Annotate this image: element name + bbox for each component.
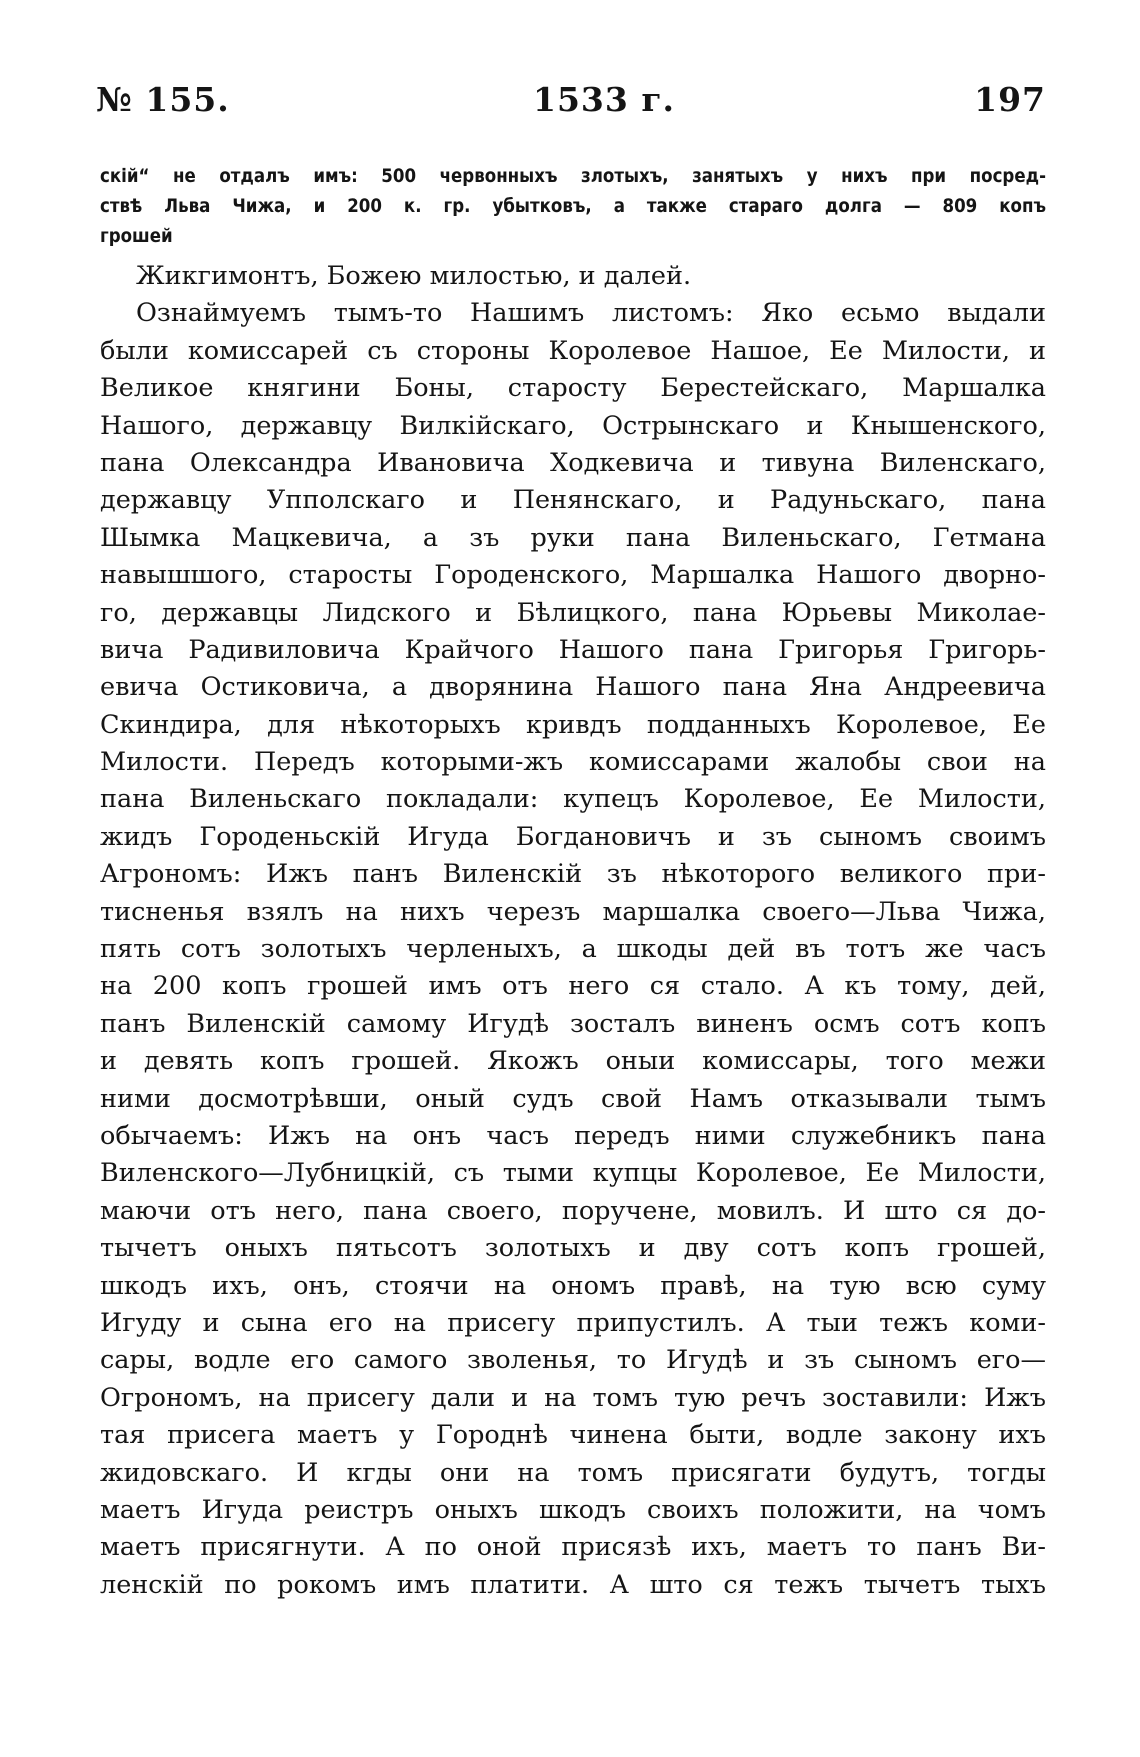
- body-line: навышшого, старосты Городенского, Маршалка Нашого дворно-: [100, 560, 1046, 591]
- body-line: пять сотъ золотыхъ черленыхъ, а шкоды дей въ тотъ же часъ: [100, 934, 1046, 965]
- body-line: жидовскаго. И кгды они на томъ присягати будутъ, тогды: [100, 1457, 1046, 1488]
- body-line: тычетъ оныхъ пятьсотъ золотыхъ и дву сотъ копъ грошей,: [100, 1233, 1046, 1264]
- body-line: Агрономъ: Ижъ панъ Виленскій зъ нѣкоторого великого при-: [100, 859, 1046, 890]
- summary-line: скій“ не отдалъ имъ: 500 червонныхъ злотыхъ, занятыхъ у нихъ при посред-: [100, 166, 1046, 187]
- document-body: [100, 258, 1046, 1604]
- document-year: 1533 г.: [533, 80, 676, 119]
- page-header: [96, 80, 1046, 130]
- body-line: на 200 копъ грошей имъ отъ него ся стало. А къ тому, дей,: [100, 971, 1046, 1002]
- body-line: Милости. Передъ которыми-жъ комиссарами жалобы свои на: [100, 747, 1046, 778]
- body-line: евича Остиковича, а дворянина Нашого пана Яна Андреевича: [100, 672, 1046, 703]
- page-number: 197: [974, 80, 1046, 119]
- body-line: Скиндира, для нѣкоторыхъ кривдъ подданныхъ Королевое, Ее: [100, 709, 1046, 740]
- body-line: Нашого, державцу Вилкійскаго, Острынскаго и Кнышенского,: [100, 410, 1046, 441]
- document-number: № 155.: [96, 80, 230, 119]
- body-line: маетъ Игуда реистръ оныхъ шкодъ своихъ положити, на чомъ: [100, 1494, 1046, 1525]
- body-line: пана Олександра Ивановича Ходкевича и тивуна Виленскаго,: [100, 447, 1046, 478]
- body-line: были комиссарей съ стороны Королевое Нашое, Ее Милости, и: [100, 335, 1046, 366]
- salutation: Жикгимонтъ, Божею милостью, и далей.: [136, 261, 692, 291]
- body-line: ними досмотрѣвши, оный судъ свой Намъ отказывали тымъ: [100, 1083, 1046, 1114]
- body-line: тисненья взялъ на нихъ черезъ маршалка своего—Льва Чижа,: [100, 896, 1046, 927]
- body-line: Ознаймуемъ тымъ-то Нашимъ листомъ: Яко есьмо выдали: [136, 298, 1046, 329]
- body-line: жидъ Городеньскій Игуда Богдановичъ и зъ сыномъ своимъ: [100, 821, 1046, 852]
- body-line: Огрономъ, на присегу дали и на томъ тую речъ зоставили: Ижъ: [100, 1382, 1046, 1413]
- body-line: Игуду и сына его на присегу припустилъ. А тыи тежъ коми-: [100, 1307, 1046, 1338]
- body-line: пана Виленьскаго покладали: купецъ Королевое, Ее Милости,: [100, 784, 1046, 815]
- body-line: Виленского—Лубницкій, съ тыми купцы Королевое, Ее Милости,: [100, 1158, 1046, 1189]
- body-line: сары, водле его самого зволенья, то Игудѣ и зъ сыномъ его—: [100, 1345, 1046, 1376]
- body-line: Великое княгини Боны, старосту Берестейскаго, Маршалка: [100, 373, 1046, 404]
- body-line: маючи отъ него, пана своего, поручене, мовилъ. И што ся до-: [100, 1195, 1046, 1226]
- body-line: маетъ присягнути. А по оной присязѣ ихъ, маетъ то панъ Ви-: [100, 1532, 1046, 1563]
- body-line: тая присега маетъ у Городнѣ чинена быти, водле закону ихъ: [100, 1420, 1046, 1451]
- body-line: обычаемъ: Ижъ на онъ часъ передъ ними служебникъ пана: [100, 1120, 1046, 1151]
- summary-line: грошей: [100, 226, 173, 247]
- document-summary: [100, 162, 1046, 252]
- body-line: и девять копъ грошей. Якожъ оныи комиссары, того межи: [100, 1046, 1046, 1077]
- body-line: вича Радивиловича Крайчого Нашого пана Григорья Григорь-: [100, 634, 1046, 665]
- body-line: державцу Упполскаго и Пенянскаго, и Радуньскаго, пана: [100, 485, 1046, 516]
- body-line: ленскій по рокомъ имъ платити. А што ся тежъ тычетъ тыхъ: [100, 1569, 1046, 1600]
- body-line: го, державцы Лидского и Бѣлицкого, пана Юрьевы Миколае-: [100, 597, 1046, 628]
- summary-line: ствѣ Льва Чижа, и 200 к. гр. убытковъ, а также стараго долга — 809 копъ: [100, 196, 1046, 217]
- body-line: Шымка Мацкевича, а зъ руки пана Виленьскаго, Гетмана: [100, 522, 1046, 553]
- body-line: шкодъ ихъ, онъ, стоячи на ономъ правѣ, на тую всю суму: [100, 1270, 1046, 1301]
- body-line: панъ Виленскій самому Игудѣ зосталъ виненъ осмъ сотъ копъ: [100, 1008, 1046, 1039]
